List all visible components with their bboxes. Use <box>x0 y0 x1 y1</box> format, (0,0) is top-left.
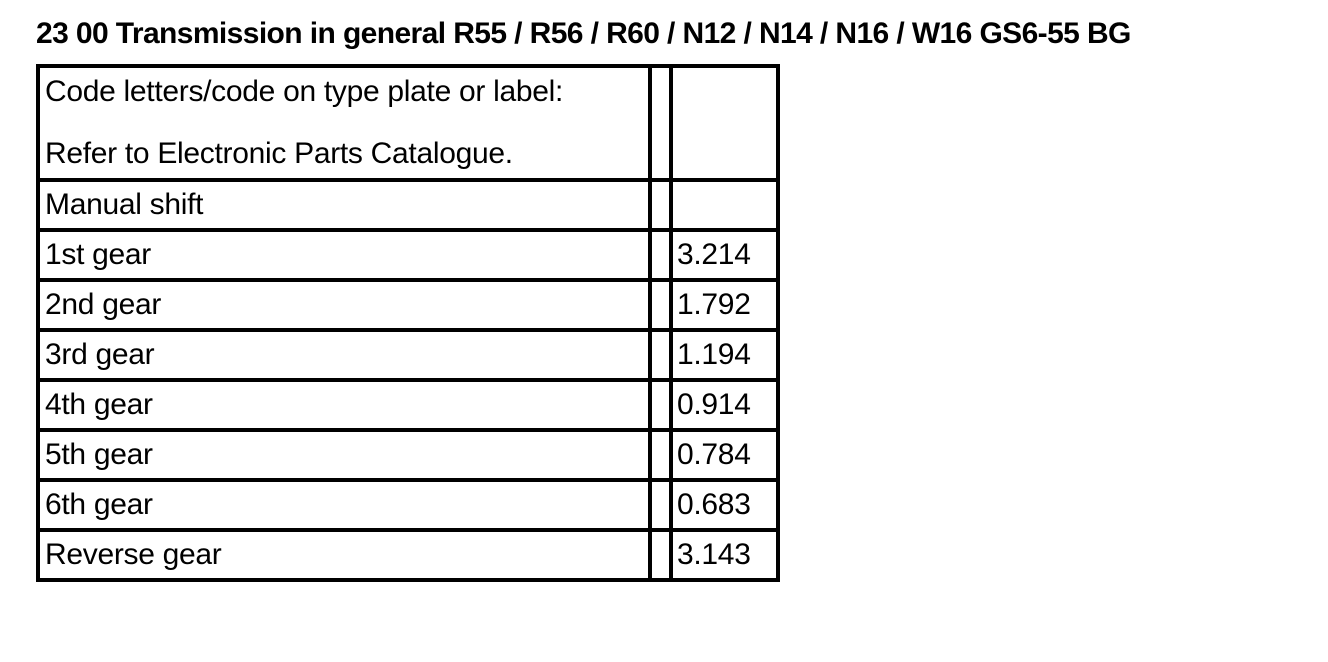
gear-ratio-value: 0.683 <box>671 480 778 530</box>
spacer-cell <box>650 180 671 230</box>
header-cell <box>38 66 650 180</box>
gear-label: 1st gear <box>38 230 650 280</box>
table-row <box>38 380 778 430</box>
table-row <box>38 330 778 380</box>
gear-label: 4th gear <box>38 380 650 430</box>
spacer-cell <box>650 430 671 480</box>
gear-label: 6th gear <box>38 480 650 530</box>
header-line-type-plate: Code letters/code on type plate or label: <box>45 75 564 108</box>
gear-label: Reverse gear <box>38 530 650 580</box>
value-cell <box>671 66 778 180</box>
table-row <box>38 430 778 480</box>
gear-ratio-value: 1.792 <box>671 280 778 330</box>
table-row <box>38 530 778 580</box>
section-label: Manual shift <box>38 180 650 230</box>
spacer-cell <box>650 230 671 280</box>
spacer-cell <box>650 330 671 380</box>
gear-ratio-table <box>36 64 780 582</box>
table-row <box>38 280 778 330</box>
spacer-cell <box>650 480 671 530</box>
gear-ratio-value: 3.214 <box>671 230 778 280</box>
gear-label: 5th gear <box>38 430 650 480</box>
spacer-cell <box>650 530 671 580</box>
gear-ratio-value: 0.784 <box>671 430 778 480</box>
table-header-row <box>38 66 778 180</box>
spacer-cell <box>650 280 671 330</box>
section-row-manual-shift <box>38 180 778 230</box>
value-cell <box>671 180 778 230</box>
spacer-cell <box>650 66 671 180</box>
header-line-parts-catalogue: Refer to Electronic Parts Catalogue. <box>45 137 513 170</box>
spacer-cell <box>650 380 671 430</box>
page-title: 23 00 Transmission in general R55 / R56 / R60 / N12 / N14 / N16 / W16 GS6-55 BG <box>36 17 1131 50</box>
table-row <box>38 230 778 280</box>
gear-label: 3rd gear <box>38 330 650 380</box>
gear-ratio-value: 1.194 <box>671 330 778 380</box>
table-row <box>38 480 778 530</box>
gear-label: 2nd gear <box>38 280 650 330</box>
gear-ratio-value: 0.914 <box>671 380 778 430</box>
gear-ratio-value: 3.143 <box>671 530 778 580</box>
